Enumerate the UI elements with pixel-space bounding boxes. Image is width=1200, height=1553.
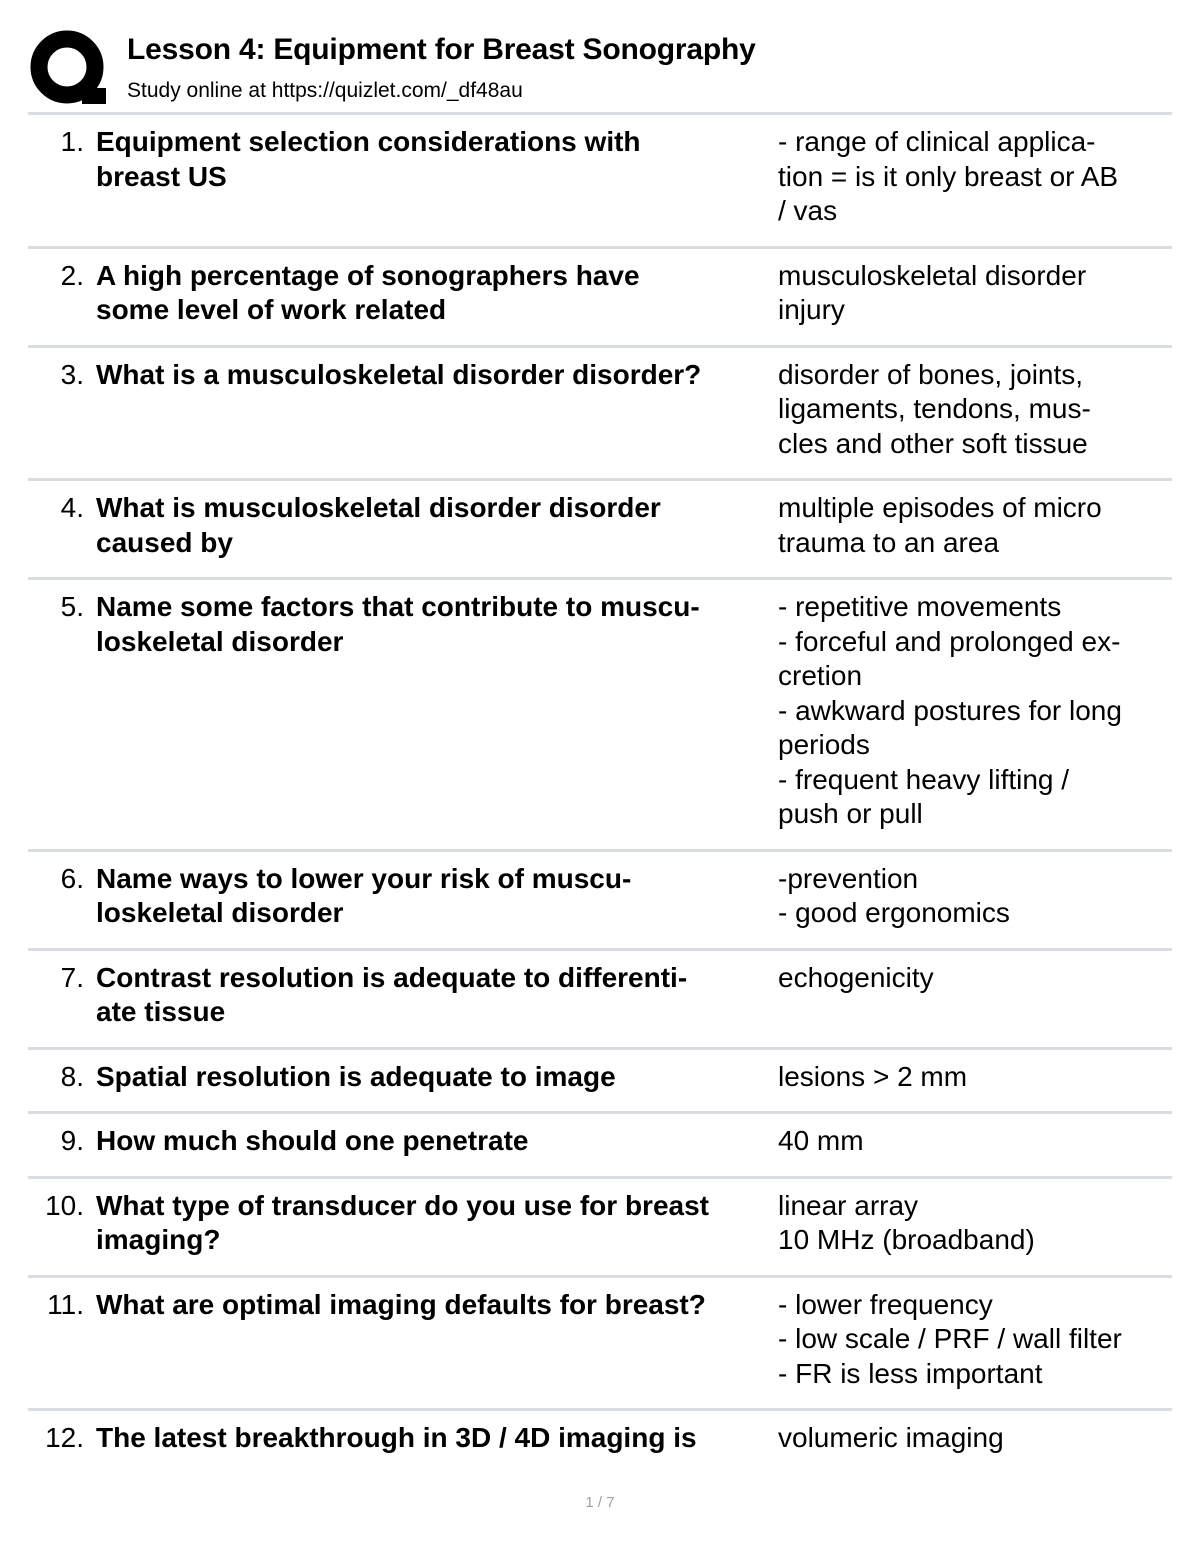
card-definition: musculoskeletal disorder injury: [778, 259, 1087, 325]
card-number: 1.: [60, 126, 84, 157]
card-number: 2.: [60, 259, 84, 291]
card-number: 3.: [60, 358, 84, 390]
card-number: 11.: [47, 1288, 84, 1320]
card-definition: - repetitive movements - forceful and prolonged ex- cretion - awkward postures for long periods - frequent heavy lifting / push or pull: [778, 591, 1122, 829]
card-term: Spatial resolution is adequate to image: [96, 1060, 616, 1092]
flashcard-row: [28, 849, 1172, 948]
card-term: The latest breakthrough in 3D / 4D imaging is: [96, 1422, 697, 1453]
card-definition: linear array 10 MHz (broadband): [778, 1189, 1035, 1255]
card-term: Name some factors that contribute to muscu- loskeletal disorder: [96, 591, 700, 657]
card-definition: volumeric imaging: [778, 1422, 1004, 1453]
card-definition: disorder of bones, joints, ligaments, tendons, mus- cles and other soft tissue: [778, 358, 1091, 459]
flashcard-row: [28, 1275, 1172, 1409]
card-definition: - range of clinical applica- tion = is it only breast or AB / vas: [778, 126, 1119, 226]
card-definition: echogenicity: [778, 961, 934, 993]
card-term: What type of transducer do you use for breast imaging?: [96, 1189, 709, 1255]
card-term: Contrast resolution is adequate to differenti- ate tissue: [96, 961, 688, 1027]
flashcard-row: [28, 948, 1172, 1047]
card-number: 9.: [60, 1125, 84, 1156]
flashcard-row: [28, 478, 1172, 577]
page-title: Lesson 4: Equipment for Breast Sonography: [127, 33, 756, 66]
card-term: Equipment selection considerations with breast US: [96, 126, 641, 192]
card-term: What is a musculoskeletal disorder disorder?: [96, 358, 702, 390]
flashcard-row: [28, 112, 1172, 246]
card-term: What is musculoskeletal disorder disorder caused by: [96, 492, 661, 558]
card-definition: multiple episodes of micro trauma to an area: [778, 492, 1102, 558]
card-number: 8.: [60, 1060, 84, 1092]
card-number: 4.: [60, 492, 84, 523]
card-definition: - lower frequency - low scale / PRF / wall filter - FR is less important: [778, 1288, 1122, 1389]
card-definition: lesions > 2 mm: [778, 1060, 968, 1092]
study-online-link[interactable]: Study online at https://quizlet.com/_df48au: [127, 79, 523, 102]
card-term: A high percentage of sonographers have some level of work related: [96, 259, 640, 325]
card-number: 12.: [45, 1422, 84, 1453]
card-term: What are optimal imaging defaults for breast?: [96, 1288, 706, 1320]
card-definition: -prevention - good ergonomics: [778, 862, 1010, 928]
card-number: 6.: [60, 862, 84, 894]
flashcard-row: [28, 1111, 1172, 1176]
flashcard-row: [28, 246, 1172, 345]
card-term: Name ways to lower your risk of muscu- loskeletal disorder: [96, 862, 632, 928]
card-number: 10.: [45, 1189, 84, 1221]
card-number: 7.: [60, 961, 84, 993]
card-definition: 40 mm: [778, 1125, 864, 1156]
quizlet-logo-icon: [30, 30, 108, 108]
card-number: 5.: [60, 591, 84, 622]
card-term: How much should one penetrate: [96, 1125, 529, 1156]
page-number: 1 / 7: [585, 1494, 615, 1511]
flashcard-row: [28, 1408, 1172, 1473]
flashcard-row: [28, 345, 1172, 479]
flashcard-row: [28, 1176, 1172, 1275]
flashcard-list: [28, 112, 1172, 1473]
flashcard-row: [28, 1047, 1172, 1112]
flashcard-row: [28, 577, 1172, 849]
